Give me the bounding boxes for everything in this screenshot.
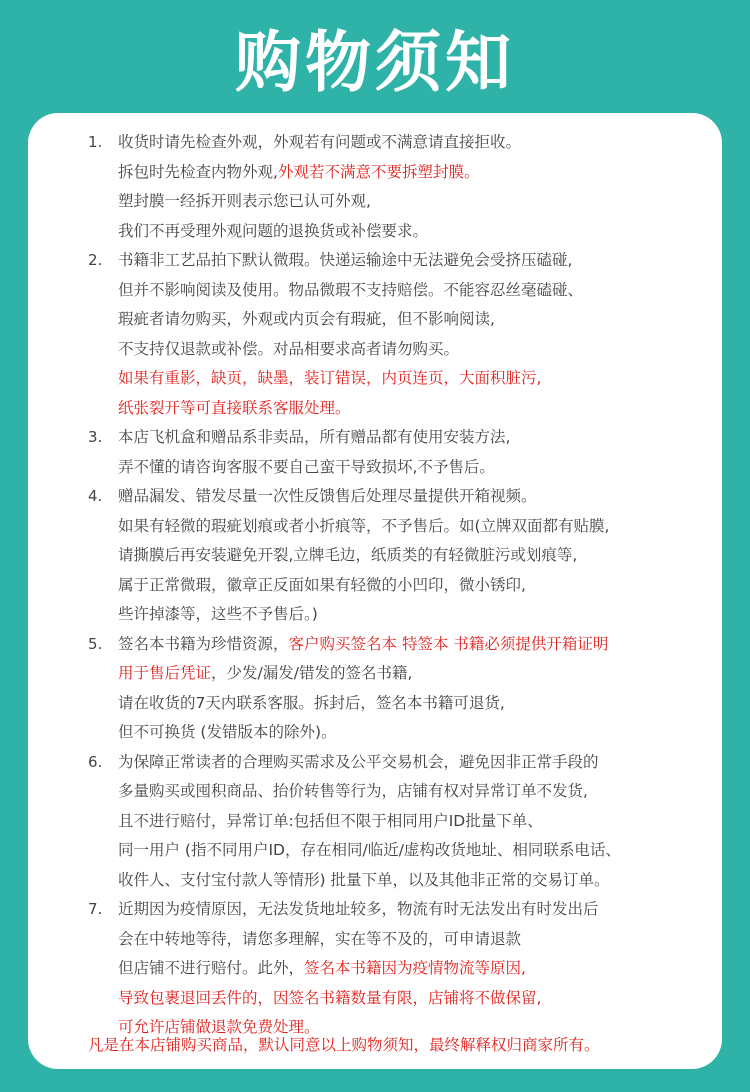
body-text: 会在中转地等待，请您多理解，实在等不及的，可申请退款 bbox=[118, 929, 522, 948]
notice-section-4 bbox=[0, 482, 750, 630]
notice-line bbox=[118, 895, 750, 925]
notice-line bbox=[118, 718, 750, 748]
notice-line bbox=[118, 689, 750, 719]
body-text: 但并不影响阅读及使用。物品微瑕不支持赔偿。不能容忍丝毫磕碰、 bbox=[118, 280, 584, 299]
body-text: 收件人、支付宝付款人等情形) 批量下单，以及其他非正常的交易订单。 bbox=[118, 870, 610, 889]
notice-section-7 bbox=[0, 895, 750, 1043]
body-text: 但不可换货 (发错版本的除外)。 bbox=[118, 723, 337, 741]
body-text: 签名本书籍为珍惜资源， bbox=[118, 634, 289, 653]
page-title: 购物须知 bbox=[235, 24, 515, 101]
body-text: 拆包时先检查内物外观, bbox=[118, 162, 278, 181]
notice-line bbox=[118, 335, 750, 365]
highlighted-text: 可允许店铺做退款免费处理。 bbox=[118, 1018, 320, 1036]
body-text: 但店铺不进行赔付。此外， bbox=[118, 959, 305, 977]
body-text: 如果有轻微的瑕疵划痕或者小折痕等，不予售后。如(立牌双面都有贴膜, bbox=[118, 516, 610, 535]
notice-line bbox=[118, 984, 750, 1014]
body-text: 多量购买或囤积商品、抬价转售等行为，店铺有权对异常订单不发货, bbox=[118, 782, 588, 800]
notice-line bbox=[118, 158, 750, 188]
body-text: 收货时请先检查外观，外观若有问题或不满意请直接拒收。 bbox=[118, 133, 522, 151]
body-text: 属于正常微瑕，徽章正反面如果有轻微的小凹印，微小锈印, bbox=[118, 575, 526, 594]
notice-line bbox=[118, 600, 750, 630]
highlighted-text: 外观若不满意不要拆塑封膜。 bbox=[277, 162, 480, 181]
body-text: 不支持仅退款或补偿。对品相要求高者请勿购买。 bbox=[118, 339, 460, 358]
body-text: 为保障正常读者的合理购买需求及公平交易机会，避免因非正常手段的 bbox=[118, 752, 599, 771]
notice-line bbox=[118, 217, 750, 247]
notice-line bbox=[118, 423, 750, 453]
notice-line bbox=[118, 246, 750, 276]
body-text: 请撕膜后再安装避免开裂,立牌毛边，纸质类的有轻微脏污或划痕等, bbox=[118, 546, 578, 564]
section-number: 5. bbox=[88, 634, 103, 653]
notice-section-5 bbox=[0, 630, 750, 748]
notice-line bbox=[118, 541, 750, 571]
body-text: 些许掉漆等，这些不予售后。) bbox=[118, 605, 318, 623]
notice-section-1 bbox=[0, 128, 750, 246]
notice-line bbox=[118, 128, 750, 158]
notice-line bbox=[118, 482, 750, 512]
body-text: 且不进行赔付，异常订单:包括但不限于相同用户ID批量下单、 bbox=[118, 811, 543, 830]
notice-line bbox=[118, 364, 750, 394]
highlighted-text: 如果有重影，缺页，缺墨，装订错误，内页连页，大面积脏污, bbox=[118, 369, 542, 387]
notice-line bbox=[118, 954, 750, 984]
notice-line bbox=[118, 187, 750, 217]
notice-line bbox=[118, 836, 750, 866]
body-text: 近期因为疫情原因，无法发货地址较多，物流有时无法发出有时发出后 bbox=[118, 900, 599, 918]
notice-line bbox=[118, 807, 750, 837]
notice-line bbox=[118, 512, 750, 542]
highlighted-text: 客户购买签名本 特签本 书籍必须提供开箱证明 bbox=[288, 634, 609, 653]
footer-note: 凡是在本店铺购买商品，默认同意以上购物须知，最终解释权归商家所有。 bbox=[88, 1036, 600, 1054]
section-number: 1. bbox=[88, 133, 103, 151]
notice-line bbox=[118, 394, 750, 424]
notice-line bbox=[118, 748, 750, 778]
body-text: 弄不懂的请咨询客服不要自己蛮干导致损坏,不予售后。 bbox=[118, 457, 495, 476]
highlighted-text: 纸张裂开等可直接联系客服处理。 bbox=[118, 398, 351, 417]
body-text: 书籍非工艺品拍下默认微瑕。快递运输途中无法避免会受挤压磕碰, bbox=[118, 251, 573, 269]
body-text: 塑封膜一经拆开则表示您已认可外观, bbox=[118, 192, 371, 210]
section-number: 7. bbox=[88, 900, 103, 918]
body-text: 本店飞机盒和赠品系非卖品，所有赠品都有使用安装方法, bbox=[118, 428, 511, 446]
body-text: 瑕疵者请勿购买，外观或内页会有瑕疵，但不影响阅读, bbox=[118, 310, 495, 328]
notice-line bbox=[118, 276, 750, 306]
notice-section-3 bbox=[0, 423, 750, 482]
notice-line bbox=[118, 925, 750, 955]
section-number: 6. bbox=[88, 752, 103, 771]
notice-line bbox=[118, 571, 750, 601]
notice-section-2 bbox=[0, 246, 750, 423]
section-number: 2. bbox=[88, 251, 103, 269]
notice-line bbox=[118, 659, 750, 689]
notice-line bbox=[118, 453, 750, 483]
body-text: 请在收货的7天内联系客服。拆封后，签名本书籍可退货, bbox=[118, 693, 505, 712]
notice-line bbox=[118, 630, 750, 660]
body-text: 同一用户 (指不同用户ID，存在相同/临近/虚构改货地址、相同联系电话、 bbox=[118, 841, 621, 859]
body-text: 我们不再受理外观问题的退换货或补偿要求。 bbox=[118, 221, 429, 240]
notice-line bbox=[118, 777, 750, 807]
section-number: 4. bbox=[88, 487, 103, 505]
notice-list bbox=[0, 128, 750, 1043]
body-text: 赠品漏发、错发尽量一次性反馈售后处理尽量提供开箱视频。 bbox=[118, 487, 537, 505]
highlighted-text: 签名本书籍因为疫情物流等原因, bbox=[304, 959, 526, 977]
body-text: ，少发/漏发/错发的签名书籍, bbox=[211, 664, 413, 682]
section-number: 3. bbox=[88, 428, 103, 446]
notice-section-6 bbox=[0, 748, 750, 896]
notice-line bbox=[118, 305, 750, 335]
highlighted-text: 用于售后凭证 bbox=[118, 664, 212, 682]
highlighted-text: 导致包裹退回丢件的，因签名书籍数量有限，店铺将不做保留, bbox=[118, 988, 542, 1007]
notice-line bbox=[118, 866, 750, 896]
